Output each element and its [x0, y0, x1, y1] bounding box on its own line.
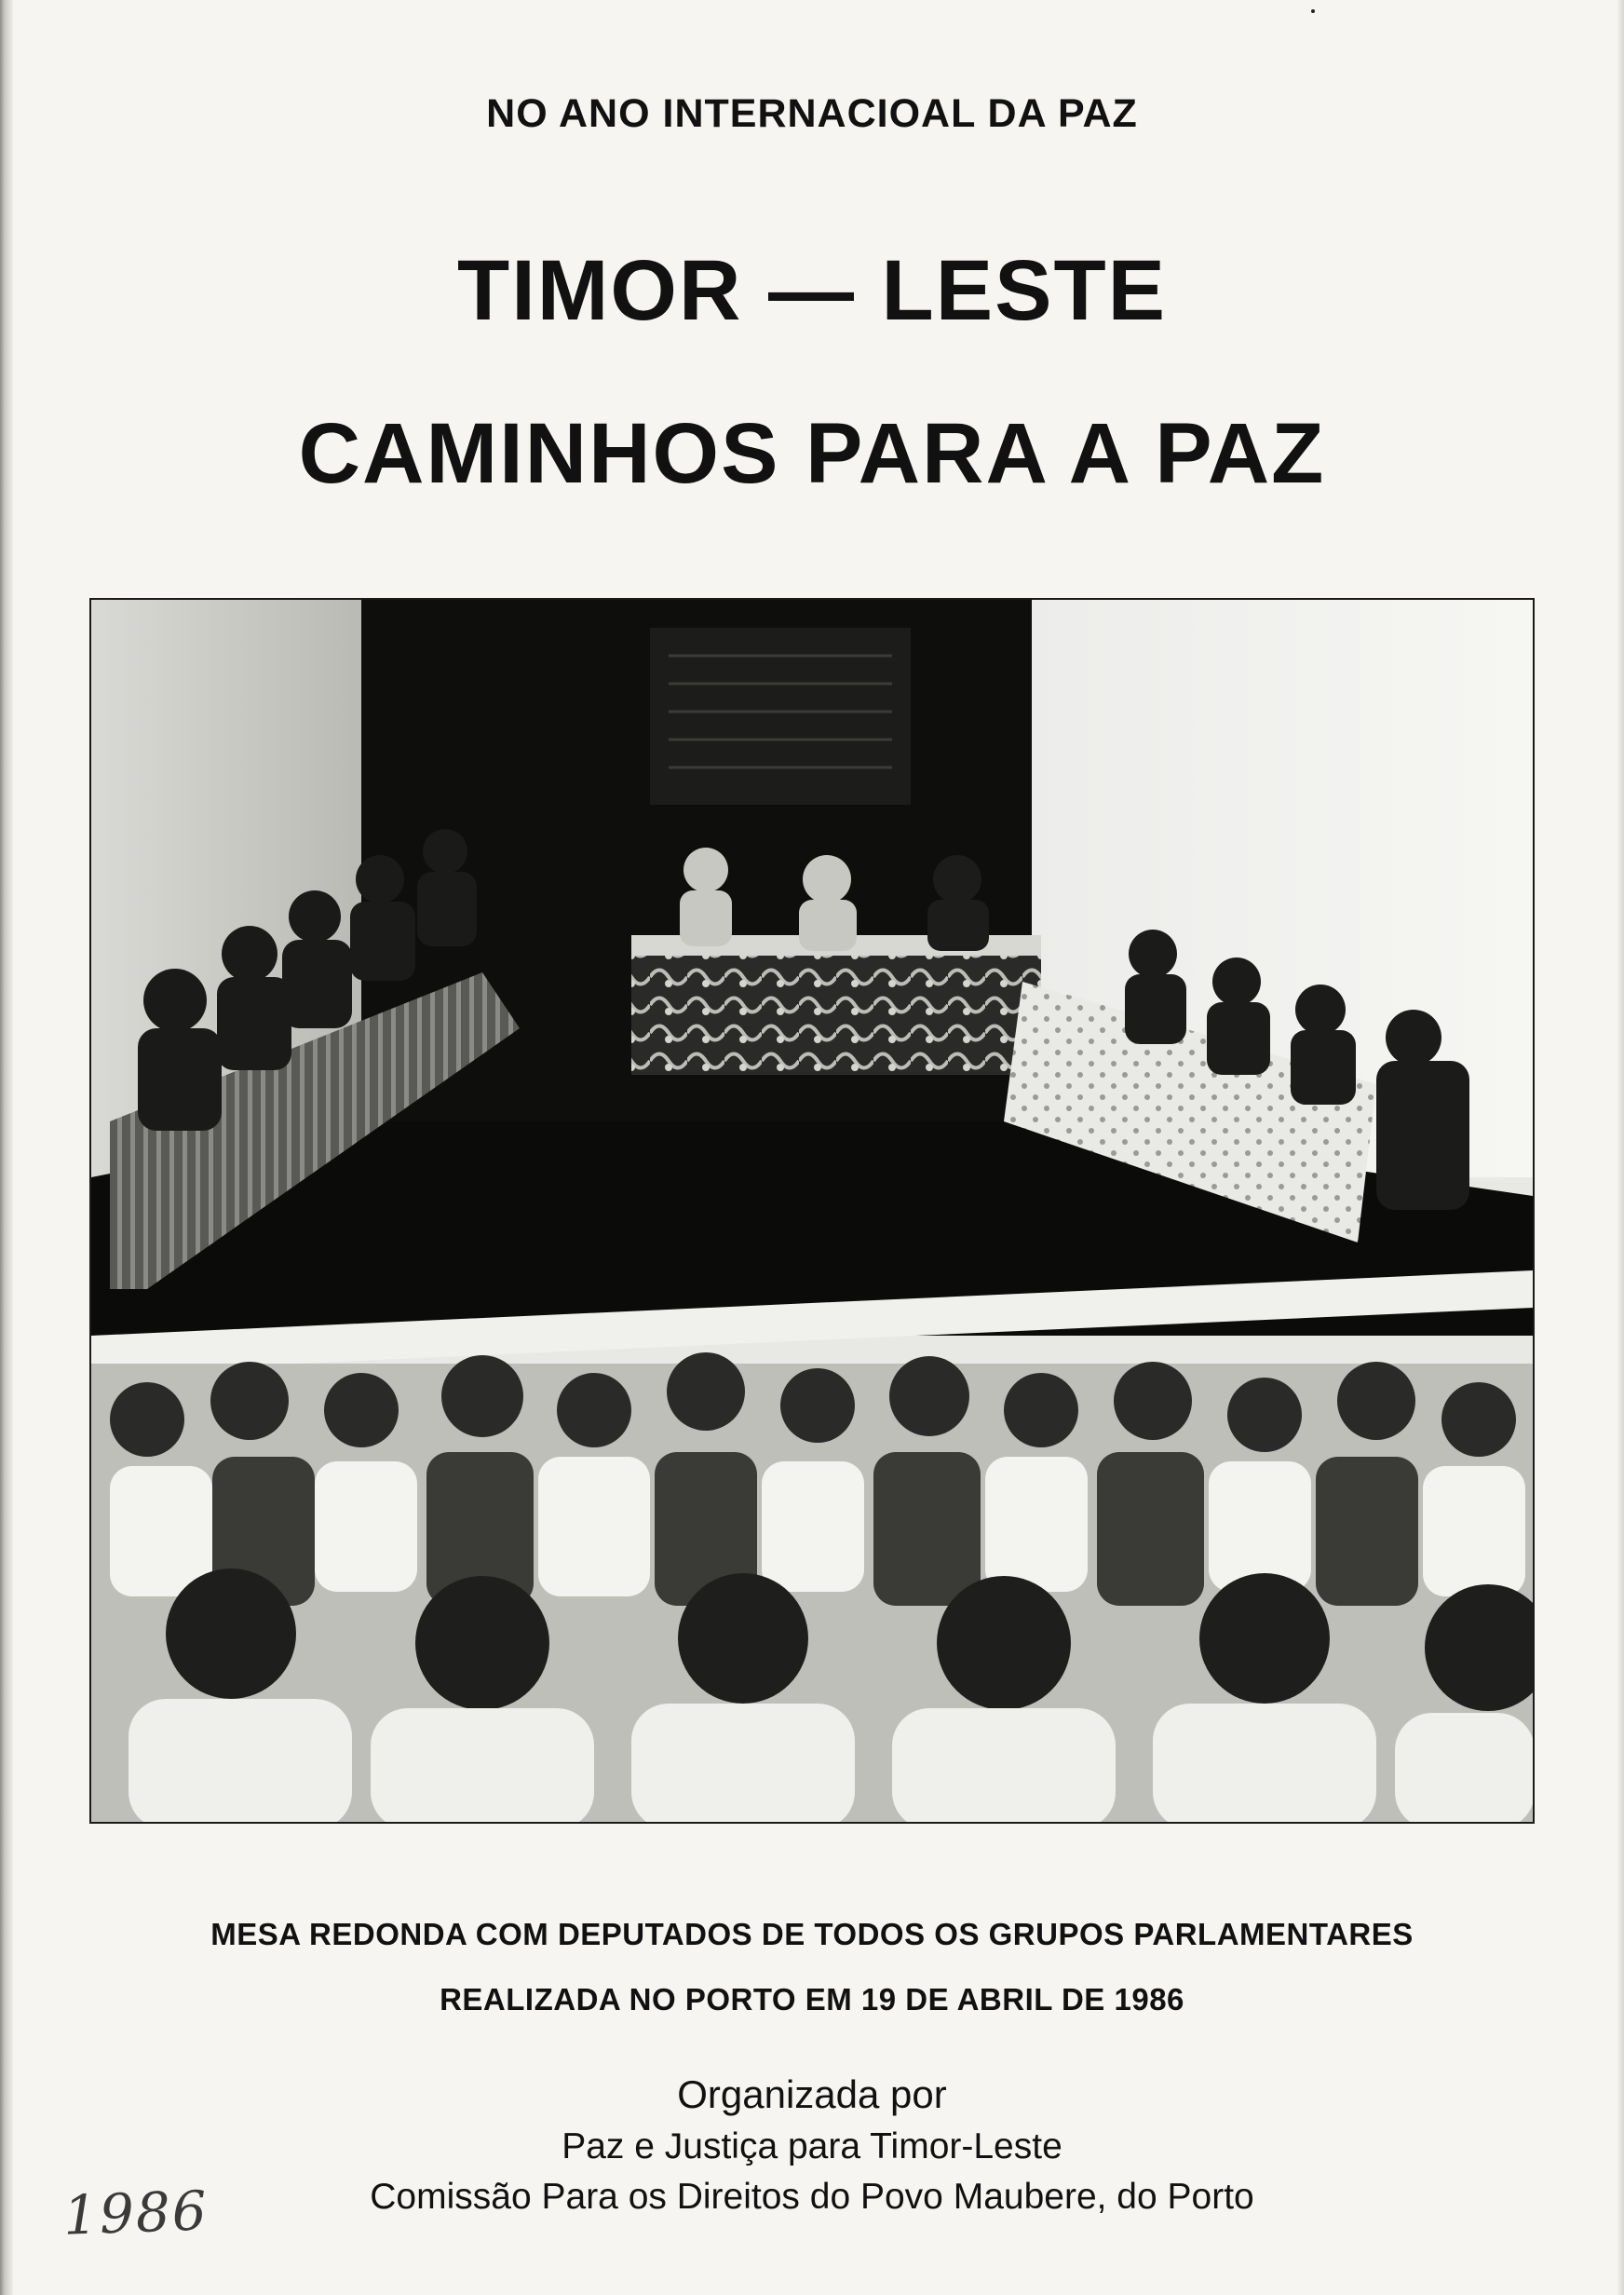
handwritten-year: 1986 [61, 2179, 210, 2247]
caption-line2: REALIZADA NO PORTO EM 19 DE ABRIL DE 1986 [440, 1982, 1184, 2017]
organizers-intro: Organizada por [677, 2072, 947, 2116]
caption-line1: MESA REDONDA COM DEPUTADOS DE TODOS OS GRUPOS PARLAMENTARES [210, 1917, 1414, 1951]
photo-illustration [91, 600, 1533, 1822]
photo-center-table [631, 954, 1041, 1075]
main-title-line1: TIMOR — LESTE [457, 243, 1167, 338]
organizer-2: Comissão Para os Direitos do Povo Maubere, do Porto [370, 2177, 1254, 2217]
scan-speck [1311, 9, 1315, 13]
main-title-line2: CAMINHOS PARA A PAZ [298, 406, 1326, 501]
header-subtitle: NO ANO INTERNACIOAL DA PAZ [486, 91, 1138, 136]
organizer-1: Paz e Justiça para Timor-Leste [562, 2126, 1062, 2166]
conference-photo [89, 598, 1535, 1824]
